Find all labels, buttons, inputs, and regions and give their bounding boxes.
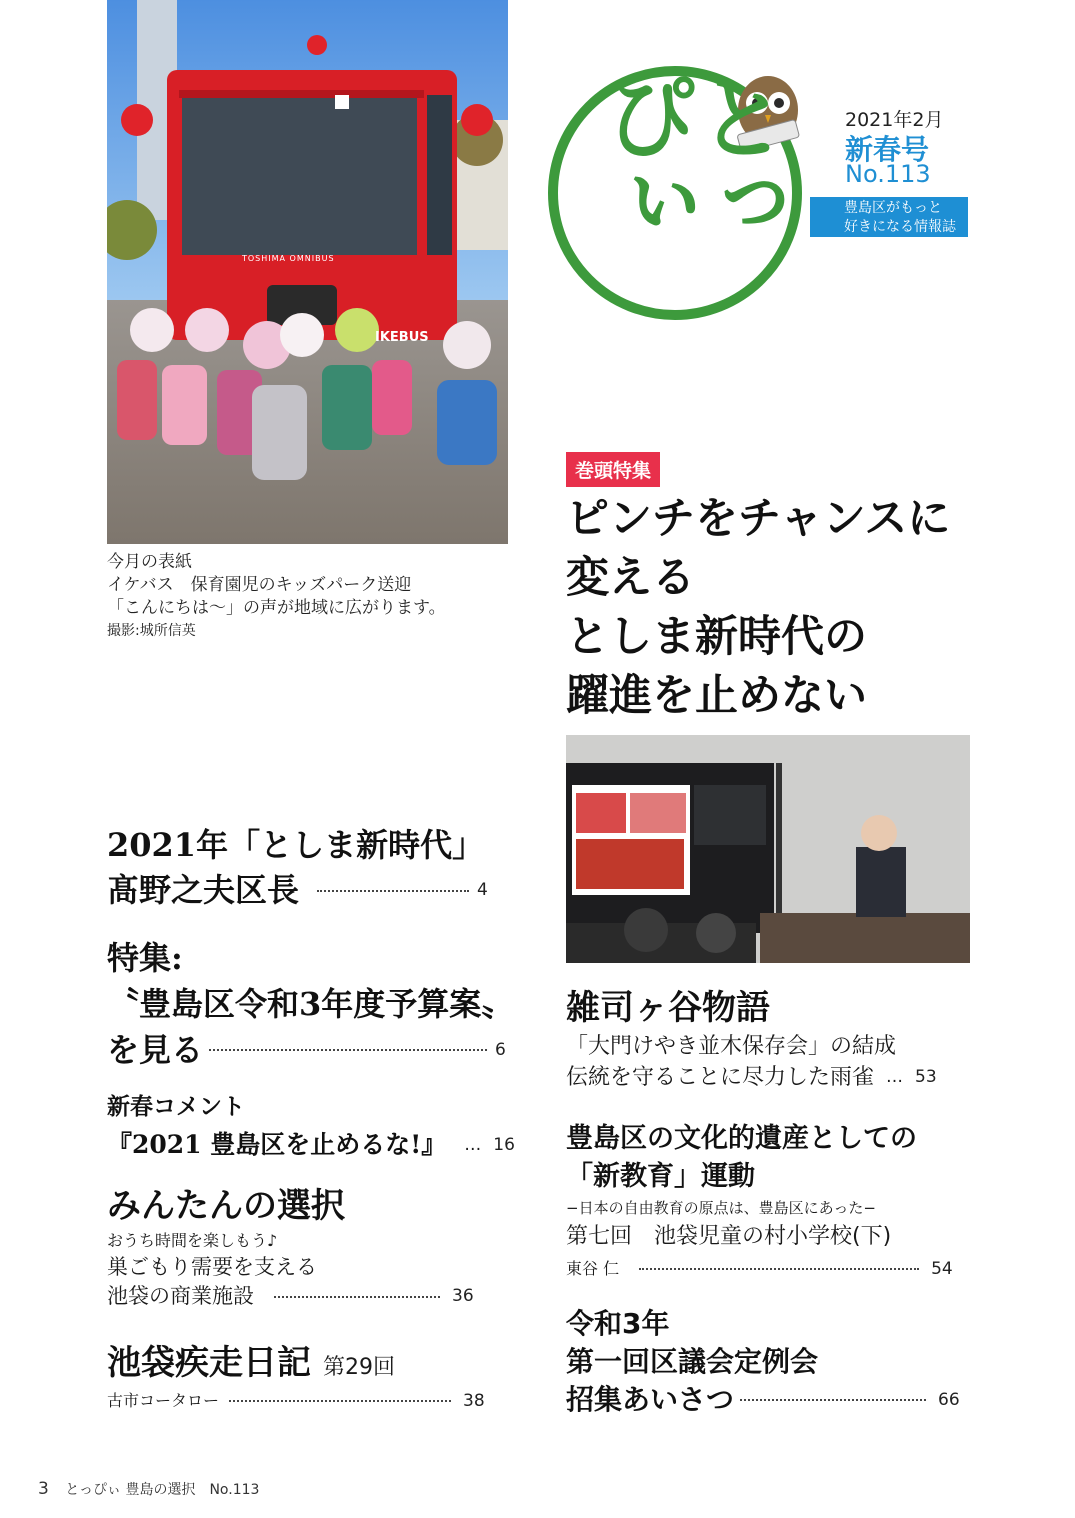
issue-title: 新春号 xyxy=(845,133,930,166)
toc-page-number: 53 xyxy=(915,1067,937,1087)
feature-title-line: 変える xyxy=(566,553,695,603)
cover-caption xyxy=(107,551,446,643)
toc-item-title: 〝豊島区令和3年度予算案〟 xyxy=(107,985,514,1023)
toc-item-title: 令和3年 xyxy=(566,1307,670,1340)
toc-item-title: 雑司ヶ谷物語 xyxy=(566,988,770,1028)
toc-item-line: 伝統を守ることに尽力した雨雀 xyxy=(566,1065,875,1090)
toc-item-line: 「大門けやき並木保存会」の結成 xyxy=(566,1034,897,1059)
toc-item-subtitle: 『2021 豊島区を止めるな!』 xyxy=(107,1130,447,1159)
toc-page-number: 16 xyxy=(493,1135,515,1155)
tagline-line2: 好きになる情報誌 xyxy=(844,219,956,235)
caption-line: 「こんにちは〜」の声が地域に広がります。 xyxy=(107,598,446,618)
tagline-badge xyxy=(810,197,968,237)
bus-sign: IKEBUS xyxy=(375,330,429,345)
toc-item-author: 古市コータロー xyxy=(107,1391,220,1410)
toc-item-title: 豊島区の文化的遺産としての xyxy=(566,1123,917,1154)
toc-page-number: 6 xyxy=(495,1040,506,1060)
toc-page-number: 4 xyxy=(477,880,488,900)
feature-title-line: ピンチをチャンスに xyxy=(566,494,951,544)
toc-item-title: 第一回区議会定例会 xyxy=(566,1345,819,1378)
toc-item-line: 第七回 池袋児童の村小学校(下) xyxy=(566,1224,892,1249)
feature-tag: 巻頭特集 xyxy=(566,452,660,487)
tagline-line1: 豊島区がもっと xyxy=(844,200,942,216)
toc-item-subtitle: −日本の自由教育の原点は、豊島区にあった− xyxy=(566,1199,876,1217)
toc-leader xyxy=(639,1268,919,1270)
toc-item-mintan[interactable] xyxy=(107,1183,474,1311)
toc-item-title: を見る xyxy=(107,1031,204,1069)
toc-item-title: 2021年「としま新時代」 xyxy=(107,826,485,864)
toc-leader: … xyxy=(886,1067,904,1087)
page-footer xyxy=(38,1479,259,1499)
toc-item-subtitle: 第29回 xyxy=(323,1355,395,1380)
toc-item-line: 巣ごもり需要を支える xyxy=(107,1255,317,1279)
toc-item-author: 東谷 仁 xyxy=(566,1259,620,1278)
feature-title-line: としま新時代の xyxy=(566,612,867,662)
toc-item-assembly[interactable] xyxy=(566,1305,960,1419)
magazine-logo xyxy=(543,55,808,320)
feature-title[interactable] xyxy=(566,490,950,726)
toc-item-subtitle: おうち時間を楽しもう♪ xyxy=(107,1231,278,1250)
toc-item-zoshigaya[interactable] xyxy=(566,985,937,1093)
feature-title-line: 躍進を止めない xyxy=(566,671,867,721)
caption-heading: 今月の表紙 xyxy=(107,552,192,572)
toc-page-number: 66 xyxy=(938,1390,960,1410)
toc-page-number: 54 xyxy=(931,1259,953,1279)
toc-item-title: 新春コメント xyxy=(107,1094,245,1120)
issue-date: 2021年2月 xyxy=(845,109,944,131)
toc-item-title: 招集あいさつ xyxy=(566,1383,735,1416)
toc-item-title: 池袋疾走日記 xyxy=(107,1343,311,1383)
feature-photo xyxy=(566,735,970,963)
feature-photo-illustration xyxy=(566,735,970,963)
toc-item-new-year-comment[interactable] xyxy=(107,1088,515,1164)
toc-item-title: 特集: xyxy=(107,939,183,977)
toc-leader: … xyxy=(464,1135,482,1155)
toc-page-number: 38 xyxy=(463,1391,485,1411)
toc-item-budget[interactable] xyxy=(107,935,513,1073)
toc-item-title: 「新教育」運動 xyxy=(566,1161,755,1192)
footer-text: とっぴぃ 豊島の選択 No.113 xyxy=(65,1482,260,1498)
toc-leader xyxy=(274,1296,440,1298)
toc-leader xyxy=(740,1399,926,1401)
toc-item-mayor[interactable] xyxy=(107,823,488,913)
photo-credit: 撮影:城所信英 xyxy=(107,623,196,639)
toc-page-number: 36 xyxy=(452,1286,474,1306)
toc-item-title: みんたんの選択 xyxy=(107,1186,345,1226)
toc-leader xyxy=(317,890,469,892)
bus-banner: TOSHIMA OMNIBUS xyxy=(242,254,335,263)
logo-text: とっぴぃ xyxy=(590,70,790,242)
page-number: 3 xyxy=(38,1479,49,1499)
toc-item-subtitle: 髙野之夫区長 xyxy=(107,871,300,909)
toc-item-diary[interactable] xyxy=(107,1340,485,1416)
cover-photo xyxy=(107,0,508,544)
toc-leader xyxy=(209,1049,487,1051)
toc-item-new-education[interactable] xyxy=(566,1120,953,1284)
issue-number: No.113 xyxy=(845,160,931,188)
caption-line: イケバス 保育園児のキッズパーク送迎 xyxy=(107,575,412,595)
toc-item-line: 池袋の商業施設 xyxy=(107,1284,254,1308)
cover-photo-illustration xyxy=(107,0,508,544)
toc-leader xyxy=(229,1400,451,1402)
